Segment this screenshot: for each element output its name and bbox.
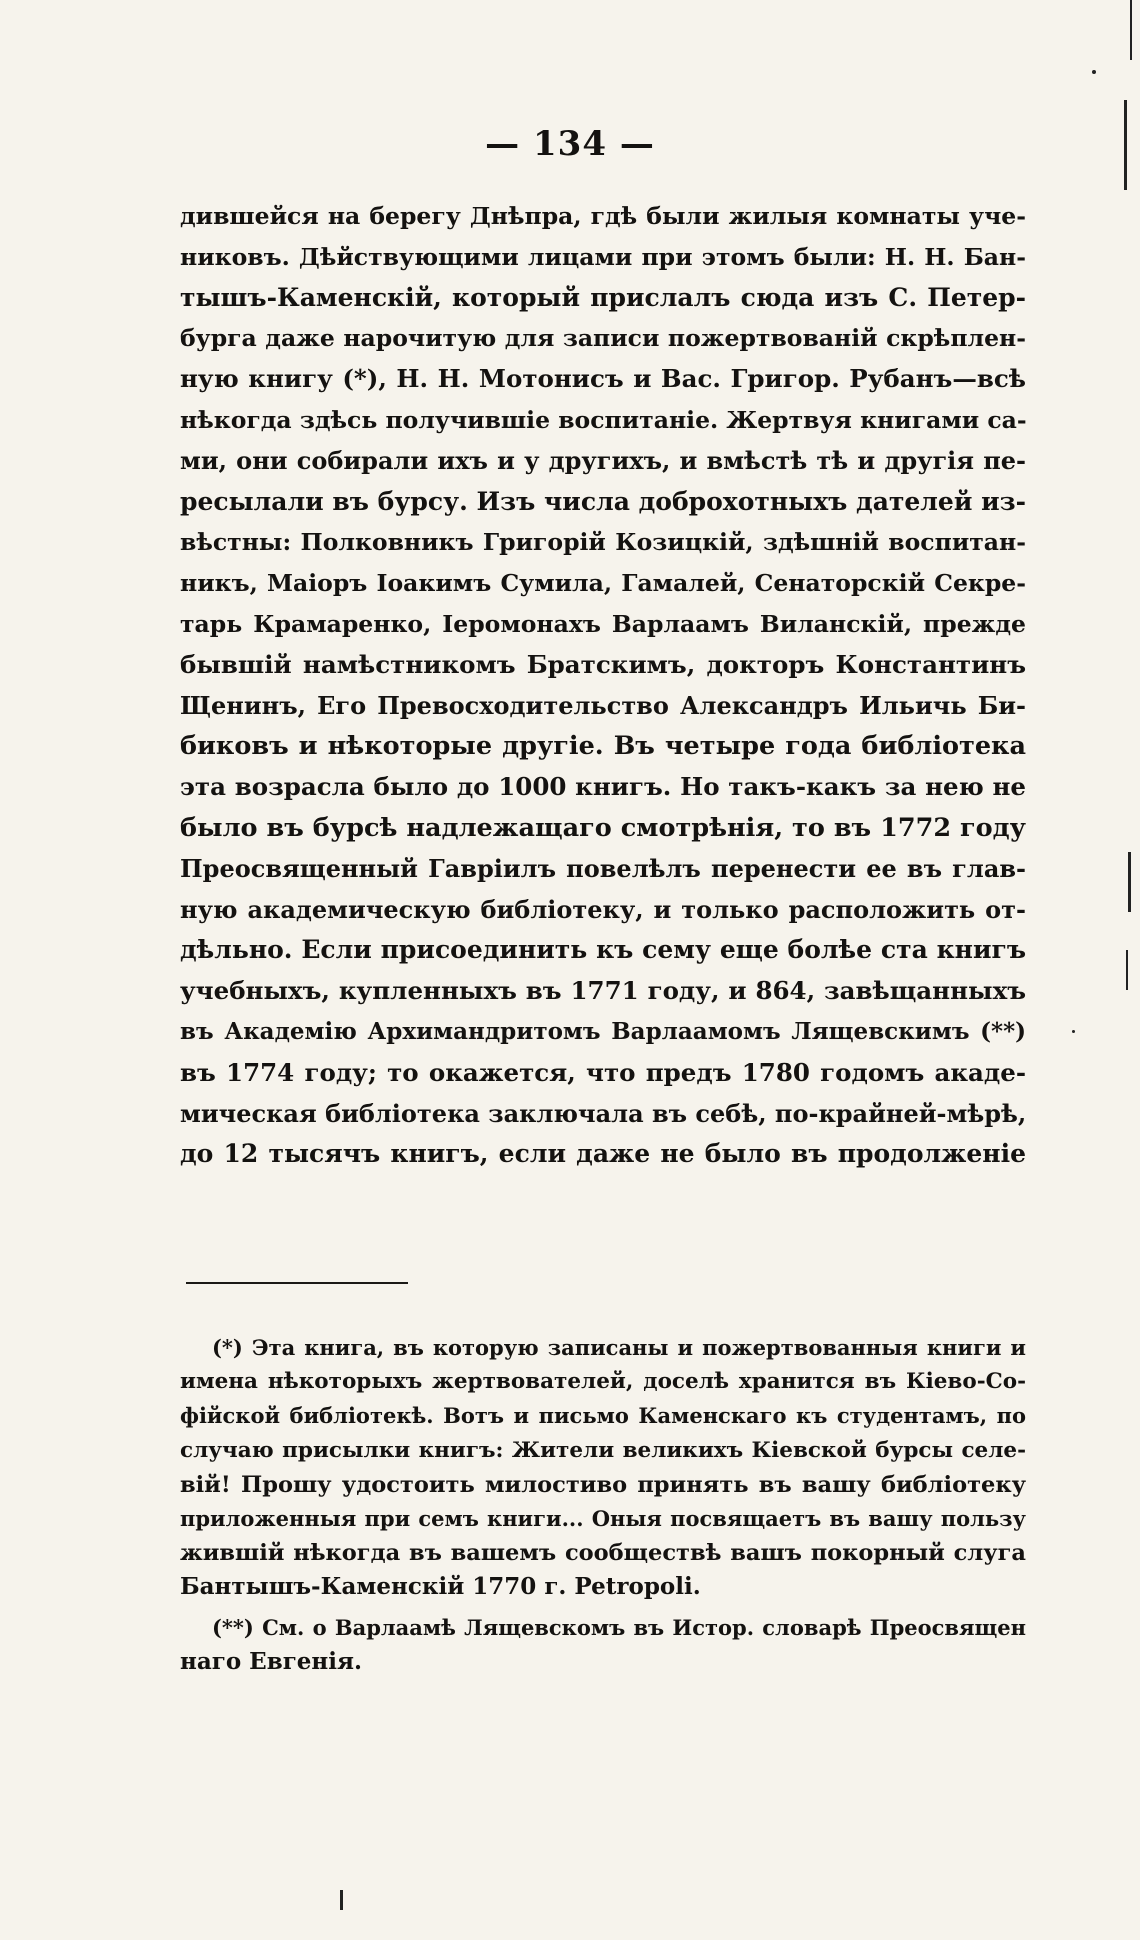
text-line: никовъ. Дѣйствующими лицами при этомъ были: Н. Н. Бан- [180,242,1026,271]
footnote-line: (*) Эта книга, въ которую записаны и пожертвованныя книги и [212,1335,1026,1360]
text-line: было въ бурсѣ надлежащаго смотрѣнія, то въ 1772 году [180,812,1026,843]
scan-edge-mark [1126,950,1128,990]
footnote-line: жившій нѣкогда въ вашемъ сообществѣ вашъ покорный слуга [180,1540,1026,1567]
text-line: дившейся на берегу Днѣпра, гдѣ были жилыя комнаты уче- [180,202,1026,230]
text-line: Преосвященный Гавріилъ повелѣлъ перенести ее въ глав- [180,853,1026,883]
text-line: эта возрасла было до 1000 книгъ. Но такъ-какъ за нею не [180,772,1026,802]
text-line: въ Академію Архимандритомъ Варлаамомъ Лящевскимъ (**) [180,1017,1026,1045]
scan-edge-mark [340,1890,343,1910]
footnote-line: Бантышъ-Каменскій 1770 г. Petropoli. [180,1573,701,1601]
text-line: бывшій намѣстникомъ Братскимъ, докторъ Константинъ [180,649,1026,679]
text-line: ми, они собирали ихъ и у другихъ, и вмѣстѣ тѣ и другія пе- [180,445,1026,475]
text-line: ресылали въ бурсу. Изъ числа доброхотныхъ дателей из- [180,486,1026,516]
text-line: тышъ-Каменскій, который прислалъ сюда изъ С. Петер- [180,282,1026,312]
footnote-line: (**) См. о Варлаамѣ Лящевскомъ въ Истор. словарѣ Преосвящен [212,1614,1026,1640]
text-line: вѣстны: Полковникъ Григорій Козицкій, здѣшній воспитан- [180,528,1026,557]
scan-edge-mark [1128,852,1131,912]
footnote-line: фійской библіотекѣ. Вотъ и письмо Каменскаго къ студентамъ, по [180,1403,1026,1429]
main-text [180,196,1026,1175]
text-line: Щенинъ, Его Превосходительство Александръ Ильичь Би- [180,690,1026,720]
scan-edge-mark [1124,100,1127,190]
text-line: до 12 тысячъ книгъ, если даже не было въ продолженіе [180,1139,1026,1169]
footnote-line: вій! Прошу удостоить милостиво принять въ вашу библіотеку [180,1471,1026,1498]
text-line: нѣкогда здѣсь получившіе воспитаніе. Жертвуя книгами са- [180,405,1027,434]
text-line: ную академическую библіотеку, и только расположить от- [180,894,1026,924]
scan-edge-mark [1092,70,1096,74]
text-line: бурга даже нарочитую для записи пожертвованій скрѣплен- [180,324,1026,353]
text-line: никъ, Маіоръ Іоакимъ Сумила, Гамалей, Сенаторскій Секре- [180,569,1026,598]
scan-edge-mark [1130,0,1132,60]
text-line: мическая библіотека заключала въ себѣ, по-крайней-мѣрѣ, [180,1098,1027,1128]
footnote-divider [186,1282,408,1284]
footnote-line: приложенныя при семъ книги... Оныя посвящаетъ въ вашу пользу [180,1505,1026,1531]
text-line: тарь Крамаренко, Іеромонахъ Варлаамъ Виланскій, прежде [180,609,1026,638]
footnotes [180,1331,1026,1679]
footnote-line: имена нѣкоторыхъ жертвователей, доселѣ хранится въ Кіево-Со- [180,1369,1026,1395]
text-line: биковъ и нѣкоторые другіе. Въ четыре года библіотека [180,731,1026,762]
footnote-line: наго Евгенія. [180,1647,362,1675]
page-number: — 134 — [485,124,655,164]
text-line: учебныхъ, купленныхъ въ 1771 году, и 864, завѣщанныхъ [180,976,1026,1006]
scan-edge-mark [1072,1030,1075,1033]
text-line: ную книгу (*), Н. Н. Мотонисъ и Вас. Григор. Рубанъ—всѣ [180,364,1026,394]
footnote-line: случаю присылки книгъ: Жители великихъ Кіевской бурсы селе- [180,1437,1026,1463]
text-line: въ 1774 году; то окажется, что предъ 1780 годомъ акаде- [180,1057,1026,1087]
text-line: дѣльно. Если присоединить къ сему еще болѣе ста книгъ [180,935,1026,965]
